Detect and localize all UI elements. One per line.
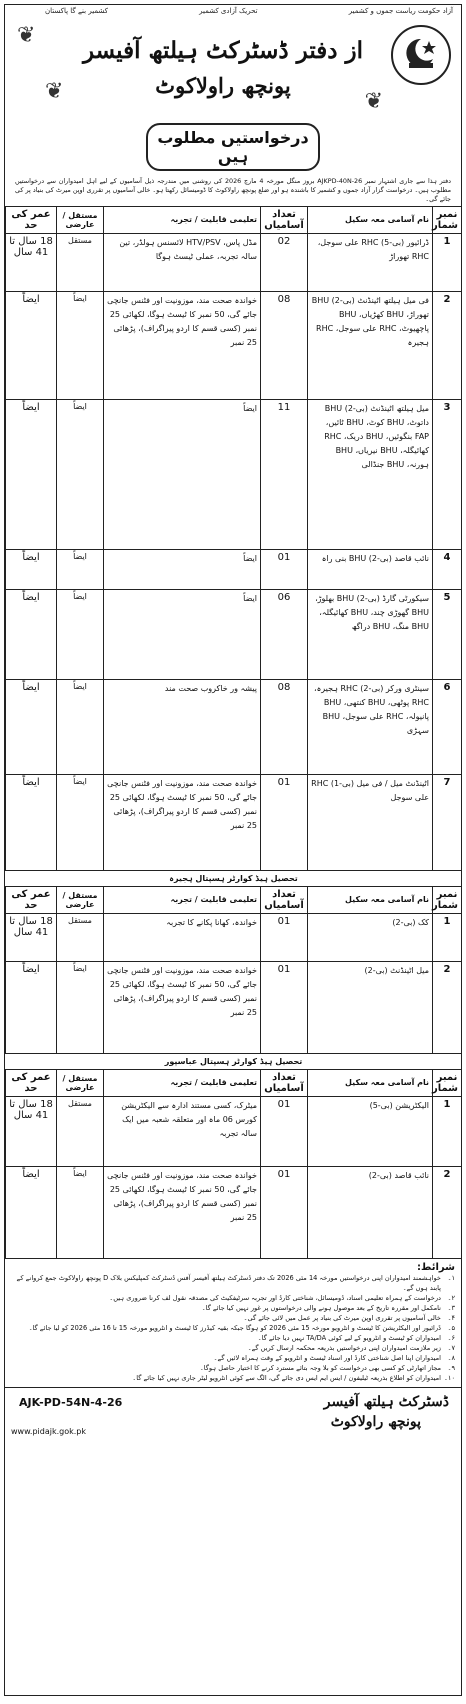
table-row	[6, 680, 462, 775]
header	[5, 15, 461, 117]
row-serial: 2	[433, 1167, 462, 1259]
col-serial: نمبر شمار	[433, 1070, 462, 1097]
table-row	[6, 1097, 462, 1167]
section-title-abbaspur: تحصیل ہیڈ کوارٹر ہسپتال عباسپور	[6, 1054, 462, 1070]
row-serial: 7	[433, 775, 462, 871]
col-qualification: تعلیمی قابلیت / تجربہ	[104, 207, 261, 234]
row-age: ایضاً	[6, 292, 57, 400]
table-row	[6, 550, 462, 590]
row-status: مستقل	[57, 234, 104, 292]
col-count: تعداد آسامیاں	[261, 1070, 308, 1097]
row-post: ڈرائیور (بی-5) RHC علی سوجل، RHC تھوراڑ	[308, 234, 433, 292]
row-serial: 2	[433, 292, 462, 400]
row-age: ایضاً	[6, 590, 57, 680]
condition-item: ۸۔ امیدواران اپنا اصل شناختی کارڈ اور اسناد ٹیسٹ و انٹرویو کے وقت ہمراہ لائیں گے۔	[213, 1354, 455, 1362]
condition-item: ۵۔ ڈرائیور اور الیکٹریشن کا ٹیسٹ و انٹرویو مورخہ 15 مئی 2026 کو ہوگا جبکہ بقیہ کیڈرز کا ٹیسٹ و انٹرویو مورخہ 15 تا 16 مئی 2026 کو لیا جائے گا۔	[28, 1324, 455, 1332]
applications-wanted-banner: درخواستیں مطلوب ہیں	[146, 123, 320, 171]
row-qualification: خواندہ صحت مند، موزونیت اور فٹنس جانچی جائے گی، 50 نمبر کا ٹیسٹ ہوگا، لکھائی 25 نمبر (کسی قسم کا اردو پیراگراف)، پڑھائی 25 نمبر	[104, 962, 261, 1054]
row-post: نائب قاصد (بی-2) BHU بنی راہ	[308, 550, 433, 590]
row-status: ایضاً	[57, 1167, 104, 1259]
col-count: تعداد آسامیاں	[261, 207, 308, 234]
row-post: سیکورٹی گارڈ (بی-2) BHU بھلوڑ، BHU گھوڑی چند، BHU کھائیگلہ، BHU منگ، BHU دراگھ	[308, 590, 433, 680]
row-age: ایضاً	[6, 775, 57, 871]
row-status: ایضاً	[57, 400, 104, 550]
row-post: میل اٹینڈنٹ (بی-2)	[308, 962, 433, 1054]
row-qualification: خواندہ صحت مند، موزونیت اور فٹنس جانچی جائے گی، 50 نمبر کا ٹیسٹ ہوگا، لکھائی 25 نمبر (کسی قسم کا اردو پیراگراف)، پڑھائی 25 نمبر	[104, 292, 261, 400]
row-qualification: مڈل پاس، HTV/PSV لائسنس ہولڈر، تین سالہ تجربہ، عملی ٹیسٹ ہوگا	[104, 234, 261, 292]
table-header-row	[6, 887, 462, 914]
row-count: 01	[261, 1097, 308, 1167]
condition-item: ۶۔ امیدواران کو ٹیسٹ و انٹرویو کے لیے کوئی TA/DA نہیں دیا جائے گا۔	[257, 1334, 455, 1342]
row-post: فی میل ہیلتھ اٹینڈنٹ (بی-2) BHU تھوراڑ، BHU کھڑیاں، BHU پاچھیوٹ، RHC علی سوجل، RHC ہجیرہ	[308, 292, 433, 400]
row-age: ایضاً	[6, 1167, 57, 1259]
row-status: ایضاً	[57, 775, 104, 871]
table-row	[6, 590, 462, 680]
col-status: مستقل / عارضی	[57, 1070, 104, 1097]
row-qualification: خواندہ صحت مند، موزونیت اور فٹنس جانچی جائے گی، 50 نمبر کا ٹیسٹ ہوگا، لکھائی 25 نمبر (کسی قسم کا اردو پیراگراف)، پڑھائی 25 نمبر	[104, 1167, 261, 1259]
condition-text: زیر ملازمت امیدواران اپنی درخواستیں بذریعہ محکمہ ارسال کریں گے۔	[247, 1344, 441, 1352]
condition-item: ۷۔ زیر ملازمت امیدواران اپنی درخواستیں بذریعہ محکمہ ارسال کریں گے۔	[247, 1344, 455, 1352]
condition-item: ۳۔ نامکمل اور مقررہ تاریخ کے بعد موصول ہونے والی درخواستوں پر غور نہیں کیا جائے گا۔	[201, 1304, 455, 1312]
row-serial: 2	[433, 962, 462, 1054]
condition-item: ۱۰۔ امیدواران کو اطلاع بذریعہ ٹیلیفون / ایس ایم ایس دی جائے گی، الگ سے کوئی انٹرویو لیٹر جاری نہیں کیا جائے گا۔	[132, 1374, 455, 1382]
section-title-row	[6, 1054, 462, 1070]
condition-item: ۲۔ درخواست کے ہمراہ تعلیمی اسناد، ڈومیسائل، شناختی کارڈ اور تجربہ سرٹیفکیٹ کی مصدقہ نقول لف کرنا ضروری ہیں۔	[109, 1294, 455, 1302]
signatory-title: ڈسٹرکٹ ہیلتھ آفیسر	[323, 1394, 449, 1410]
advertisement-page	[4, 4, 462, 1696]
row-status: ایضاً	[57, 680, 104, 775]
row-serial: 4	[433, 550, 462, 590]
row-count: 08	[261, 292, 308, 400]
col-age: عمر کی حد	[6, 207, 57, 234]
col-serial: نمبر شمار	[433, 207, 462, 234]
slogan-1: آزاد حکومت ریاست جموں و کشمیر	[348, 7, 453, 15]
condition-text: نامکمل اور مقررہ تاریخ کے بعد موصول ہونے والی درخواستوں پر غور نہیں کیا جائے گا۔	[201, 1304, 441, 1312]
row-serial: 1	[433, 1097, 462, 1167]
row-count: 01	[261, 914, 308, 962]
col-post: نام آسامی معہ سکیل	[308, 207, 433, 234]
condition-text: امیدواران کو اطلاع بذریعہ ٹیلیفون / ایس ایم ایس دی جائے گی، الگ سے کوئی انٹرویو لیٹر جاری نہیں کیا جائے گا۔	[132, 1374, 441, 1382]
row-count: 01	[261, 775, 308, 871]
row-post: اٹینڈنٹ میل / فی میل (بی-1) RHC علی سوجل	[308, 775, 433, 871]
office-title: از دفتر ڈسٹرکٹ ہیلتھ آفیسر	[82, 37, 364, 64]
row-age: 18 سال تا 41 سال	[6, 914, 57, 962]
intro-paragraph: دفتر ہذا سے جاری اشتہار نمبر AJKPD-40N-26 بروز منگل مورخہ 4 مارچ 2026 کی روشنی میں مندرجہ ذیل آسامیوں کے لیے اہل امیدواران سے درخواستیں مطلوب ہیں۔ درخواست گزار آزاد جموں و کشمیر کا باشندہ ہو اور ضلع پونچھ راولاکوٹ کا ڈومیسائل رکھتا ہو۔ خالی آسامیوں پر تقرری اوپن میرٹ کی بنیاد پر کی جائے گی۔	[15, 177, 451, 203]
condition-item: ۱۔ خواہشمند امیدواران اپنی درخواستیں مورخہ 14 مئی 2026 تک دفتر ڈسٹرکٹ ہیلتھ آفیسر آفس ڈسٹرکٹ کمپلیکس بلاک D پونچھ راولاکوٹ جمع کروانے کے پابند ہوں گے۔	[11, 1273, 455, 1293]
section-title-row	[6, 871, 462, 887]
row-serial: 6	[433, 680, 462, 775]
col-age: عمر کی حد	[6, 887, 57, 914]
row-count: 01	[261, 1167, 308, 1259]
conditions-title: شرائط:	[417, 1262, 455, 1273]
col-post: نام آسامی معہ سکیل	[308, 1070, 433, 1097]
maple-leaf-icon: ❦	[17, 23, 36, 48]
row-serial: 1	[433, 914, 462, 962]
row-count: 01	[261, 962, 308, 1054]
row-post: سینٹری ورکر (بی-2) RHC ہجیرہ، RHC پوٹھی، BHU کنتھی، BHU پانیولہ، RHC علی سوجل، BHU سہڑی	[308, 680, 433, 775]
row-post: الیکٹریشن (بی-5)	[308, 1097, 433, 1167]
maple-leaf-icon: ❦	[364, 89, 383, 114]
row-age: ایضاً	[6, 400, 57, 550]
col-status: مستقل / عارضی	[57, 887, 104, 914]
row-status: مستقل	[57, 1097, 104, 1167]
col-count: تعداد آسامیاں	[261, 887, 308, 914]
row-post: کک (بی-2)	[308, 914, 433, 962]
row-age: ایضاً	[6, 680, 57, 775]
row-serial: 5	[433, 590, 462, 680]
row-status: ایضاً	[57, 590, 104, 680]
government-emblem-icon	[391, 25, 451, 85]
row-qualification: ایضاً	[104, 590, 261, 680]
row-qualification: خواندہ، کھانا پکانے کا تجربہ	[104, 914, 261, 962]
row-age: 18 سال تا 41 سال	[6, 1097, 57, 1167]
condition-text: خالی آسامیوں پر تقرری اوپن میرٹ کی بنیاد پر عمل میں لائی جائے گی۔	[243, 1314, 441, 1322]
condition-item: ۴۔ خالی آسامیوں پر تقرری اوپن میرٹ کی بنیاد پر عمل میں لائی جائے گی۔	[243, 1314, 455, 1322]
row-qualification: میٹرک، کسی مستند ادارہ سے الیکٹریشن کورس 06 ماہ اور متعلقہ شعبہ میں ایک سالہ تجربہ	[104, 1097, 261, 1167]
col-serial: نمبر شمار	[433, 887, 462, 914]
office-location: پونچھ راولاکوٹ	[155, 73, 291, 98]
table-row	[6, 234, 462, 292]
slogan-3: کشمیر بنے گا پاکستان	[45, 7, 108, 15]
col-age: عمر کی حد	[6, 1070, 57, 1097]
row-age: ایضاً	[6, 962, 57, 1054]
row-serial: 1	[433, 234, 462, 292]
col-qualification: تعلیمی قابلیت / تجربہ	[104, 887, 261, 914]
footer	[5, 1387, 461, 1440]
condition-text: درخواست کے ہمراہ تعلیمی اسناد، ڈومیسائل، شناختی کارڈ اور تجربہ سرٹیفکیٹ کی مصدقہ نقول لف کرنا ضروری ہیں۔	[109, 1294, 441, 1302]
conditions-section	[5, 1259, 461, 1387]
row-count: 02	[261, 234, 308, 292]
col-status: مستقل / عارضی	[57, 207, 104, 234]
row-count: 11	[261, 400, 308, 550]
top-slogans	[5, 5, 461, 15]
row-qualification: خواندہ صحت مند، موزونیت اور فٹنس جانچی جائے گی، 50 نمبر کا ٹیسٹ ہوگا، لکھائی 25 نمبر (کسی قسم کا اردو پیراگراف)، پڑھائی 25 نمبر	[104, 775, 261, 871]
col-qualification: تعلیمی قابلیت / تجربہ	[104, 1070, 261, 1097]
condition-item: ۹۔ مجاز اتھارٹی کو کسی بھی درخواست کو بلا وجہ بتائے مسترد کرنے کا اختیار حاصل ہوگا۔	[199, 1364, 455, 1372]
row-status: ایضاً	[57, 550, 104, 590]
row-serial: 3	[433, 400, 462, 550]
table-row	[6, 292, 462, 400]
condition-text: خواہشمند امیدواران اپنی درخواستیں مورخہ 14 مئی 2026 تک دفتر ڈسٹرکٹ ہیلتھ آفیسر آفس ڈسٹرکٹ کمپلیکس بلاک D پونچھ راولاکوٹ جمع کروانے کے پابند ہوں گے۔	[16, 1274, 441, 1292]
condition-text: مجاز اتھارٹی کو کسی بھی درخواست کو بلا وجہ بتائے مسترد کرنے کا اختیار حاصل ہوگا۔	[199, 1364, 441, 1372]
row-age: 18 سال تا 41 سال	[6, 234, 57, 292]
condition-text: امیدواران کو ٹیسٹ و انٹرویو کے لیے کوئی TA/DA نہیں دیا جائے گا۔	[257, 1334, 441, 1342]
row-qualification: ایضاً	[104, 400, 261, 550]
row-count: 06	[261, 590, 308, 680]
condition-text: ڈرائیور اور الیکٹریشن کا ٹیسٹ و انٹرویو مورخہ 15 مئی 2026 کو ہوگا جبکہ بقیہ کیڈرز کا ٹیسٹ و انٹرویو مورخہ 15 تا 16 مئی 2026 کو لیا جائے گا۔	[28, 1324, 441, 1332]
table-row	[6, 1167, 462, 1259]
slogan-2: تحریک آزادی کشمیر	[199, 7, 258, 15]
maple-leaf-icon: ❦	[45, 79, 64, 104]
table-header-row	[6, 1070, 462, 1097]
ad-reference-number: AJK-PD-54N-4-26	[19, 1396, 123, 1409]
row-status: ایضاً	[57, 292, 104, 400]
signatory-location: پونچھ راولاکوٹ	[330, 1414, 421, 1430]
row-status: مستقل	[57, 914, 104, 962]
row-post: میل ہیلتھ اٹینڈنٹ (بی-2) BHU داتوٹ، BHU کوٹ، BHU ٹائیں، FAP بنگوئیں، BHU دریک، RHC کھائیگلہ، BHU نیریاں، BHU ہورنہ، BHU جنڈالی	[308, 400, 433, 550]
row-age: ایضاً	[6, 550, 57, 590]
section-title-hajira: تحصیل ہیڈ کوارٹر ہسپتال ہجیرہ	[6, 871, 462, 887]
table-header-row	[6, 207, 462, 234]
website-link[interactable]: www.pidajk.gok.pk	[11, 1427, 86, 1436]
row-qualification: پیشہ ور خاکروب صحت مند	[104, 680, 261, 775]
condition-text: امیدواران اپنا اصل شناختی کارڈ اور اسناد ٹیسٹ و انٹرویو کے وقت ہمراہ لائیں گے۔	[213, 1354, 441, 1362]
row-count: 01	[261, 550, 308, 590]
table-row	[6, 914, 462, 962]
table-row	[6, 400, 462, 550]
row-status: ایضاً	[57, 962, 104, 1054]
table-row	[6, 962, 462, 1054]
row-post: نائب قاصد (بی-2)	[308, 1167, 433, 1259]
row-count: 08	[261, 680, 308, 775]
col-post: نام آسامی معہ سکیل	[308, 887, 433, 914]
row-qualification: ایضاً	[104, 550, 261, 590]
posts-table	[5, 206, 462, 1259]
table-row	[6, 775, 462, 871]
